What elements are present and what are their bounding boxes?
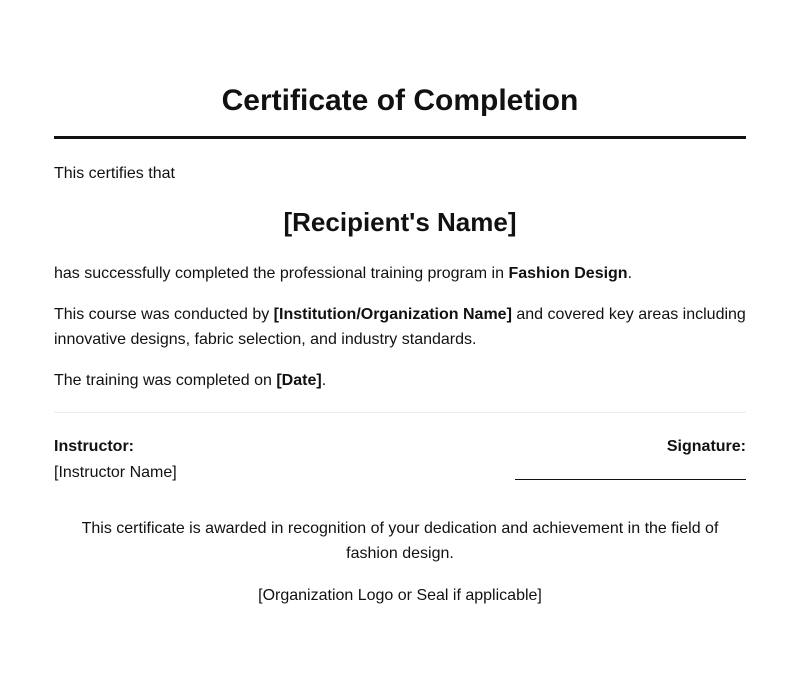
date-suffix: . bbox=[321, 372, 327, 389]
award-statement: This certificate is awarded in recognition of your dedication and achievement in the field of fashion design. bbox=[81, 520, 719, 562]
signature-line bbox=[515, 479, 746, 480]
certificate-title: Certificate of Completion bbox=[221, 84, 579, 117]
instructor-name: [Instructor Name] bbox=[54, 464, 177, 481]
program-name: Fashion Design bbox=[508, 265, 628, 282]
completion-statement bbox=[54, 261, 746, 286]
seal-placeholder: [Organization Logo or Seal if applicable] bbox=[258, 587, 542, 604]
institution-name: [Institution/Organization Name] bbox=[273, 306, 512, 323]
completion-suffix: . bbox=[627, 265, 633, 282]
certifies-intro: This certifies that bbox=[54, 165, 175, 182]
date-prefix: The training was completed on bbox=[54, 372, 277, 389]
completion-date: [Date] bbox=[276, 372, 322, 389]
title-divider bbox=[54, 136, 746, 139]
conducted-prefix: This course was conducted by bbox=[54, 306, 274, 323]
instructor-label: Instructor: bbox=[54, 438, 134, 455]
signature-label: Signature: bbox=[666, 438, 746, 455]
completion-date-statement bbox=[54, 368, 746, 393]
section-divider bbox=[54, 412, 746, 413]
conducted-statement bbox=[54, 302, 746, 352]
recipient-name: [Recipient's Name] bbox=[283, 207, 517, 237]
completion-prefix: has successfully completed the professional training program in bbox=[54, 265, 509, 282]
conducted-suffix: and covered key areas including innovative designs, fabric selection, and industry standards. bbox=[54, 306, 746, 348]
